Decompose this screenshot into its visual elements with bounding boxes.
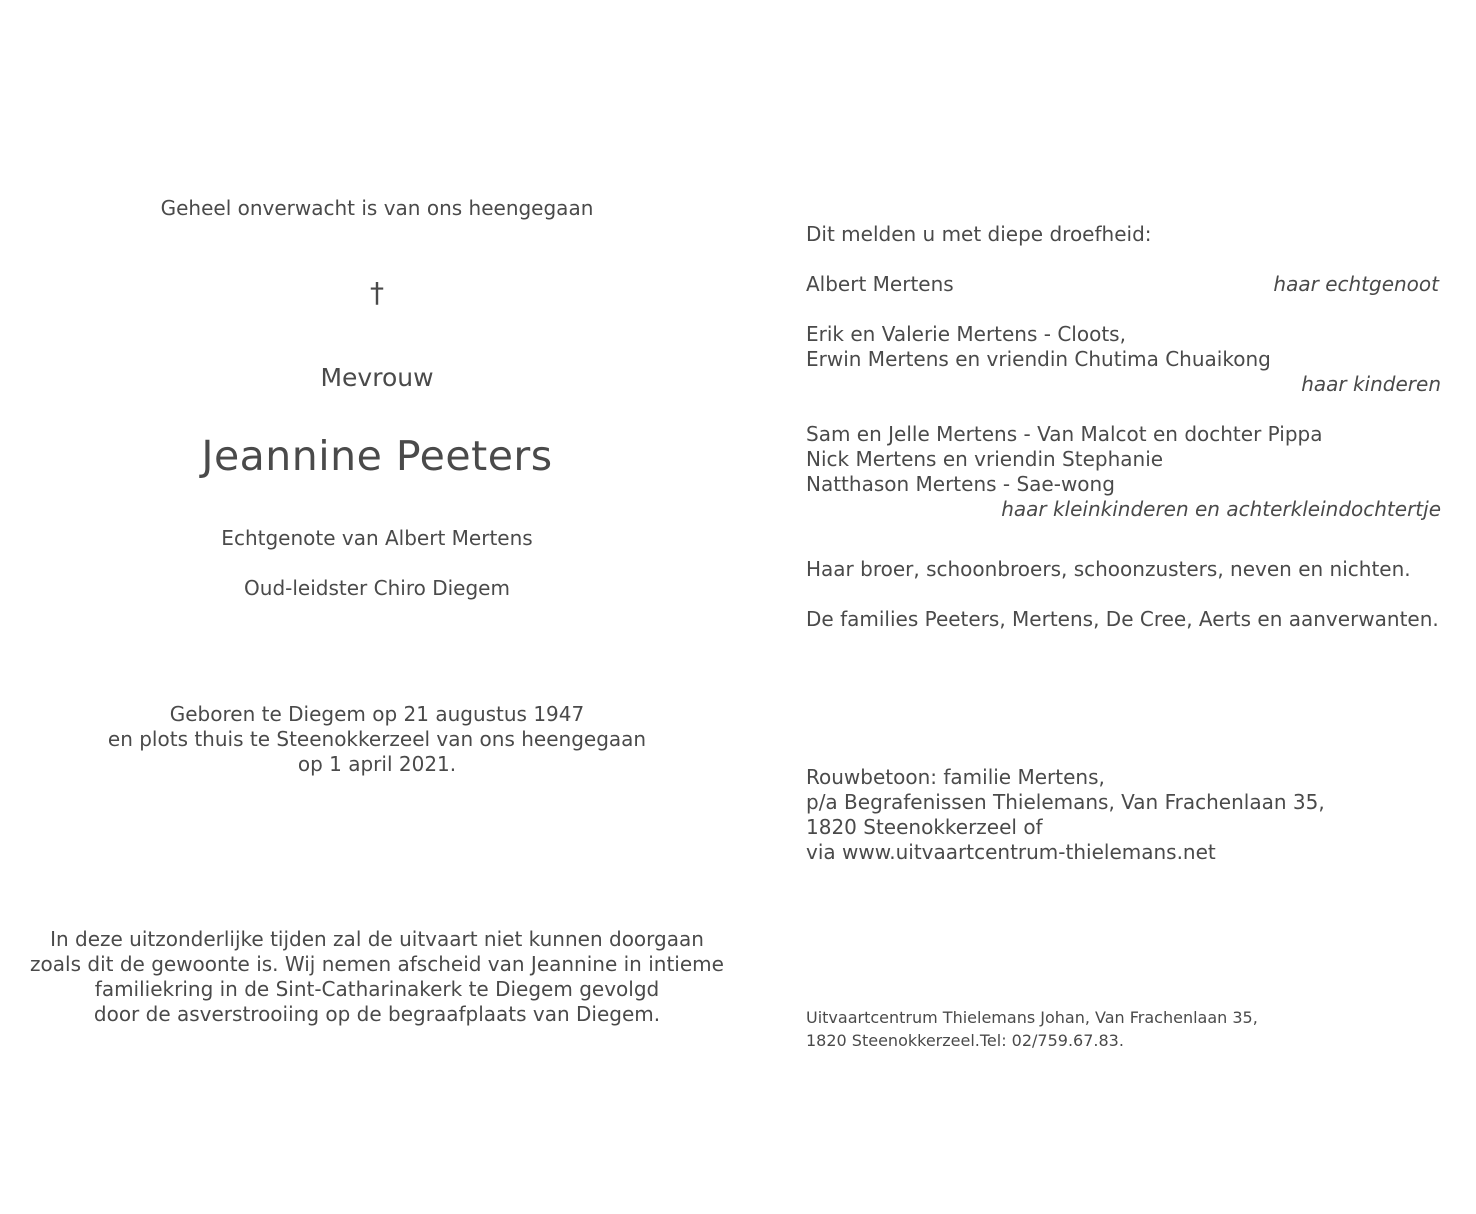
grandchild-line-2: Nick Mertens en vriendin Stephanie	[806, 447, 1164, 471]
deceased-name: Jeannine Peeters	[201, 432, 553, 480]
grandchildren-names	[806, 422, 1322, 497]
funeral-block	[30, 927, 724, 1027]
footer-line-1: Uitvaartcentrum Thielemans Johan, Van Frachenlaan 35,	[806, 1008, 1258, 1027]
birth-death-block	[108, 702, 646, 777]
birth-line-3: op 1 april 2021.	[297, 752, 457, 776]
announcement-heading: Dit melden u met diepe droefheid:	[806, 222, 1152, 246]
cross-icon: †	[370, 276, 384, 309]
husband-name: Albert Mertens	[806, 272, 954, 296]
condolence-line-3: 1820 Steenokkerzeel of	[806, 815, 1043, 839]
child-line-1: Erik en Valerie Mertens - Cloots,	[806, 322, 1126, 346]
footer-line-2: 1820 Steenokkerzeel.Tel: 02/759.67.83.	[806, 1031, 1124, 1050]
siblings-line: Haar broer, schoonbroers, schoonzusters, neven en nichten.	[806, 557, 1411, 581]
birth-line-2: en plots thuis te Steenokkerzeel van ons heengegaan	[107, 727, 647, 751]
grandchild-line-3: Natthason Mertens - Sae-wong	[806, 472, 1115, 496]
husband-relation: haar echtgenoot	[1273, 272, 1439, 296]
birth-line-1: Geboren te Diegem op 21 augustus 1947	[169, 702, 585, 726]
footer-block	[806, 1006, 1258, 1052]
condolence-line-1: Rouwbetoon: familie Mertens,	[806, 765, 1105, 789]
condolence-line-4: via www.uitvaartcentrum-thielemans.net	[806, 840, 1216, 864]
children-names	[806, 322, 1271, 372]
families-line: De families Peeters, Mertens, De Cree, Aerts en aanverwanten.	[806, 607, 1439, 631]
spouse-line: Echtgenote van Albert Mertens	[221, 526, 533, 550]
children-relation: haar kinderen	[1301, 372, 1441, 396]
role-line: Oud-leidster Chiro Diegem	[244, 576, 510, 600]
funeral-line-3: familiekring in de Sint-Catharinakerk te Diegem gevolgd	[94, 977, 660, 1001]
grandchild-line-1: Sam en Jelle Mertens - Van Malcot en dochter Pippa	[806, 422, 1323, 446]
funeral-line-2: zoals dit de gewoonte is. Wij nemen afscheid van Jeannine in intieme	[30, 952, 724, 976]
condolence-line-2: p/a Begrafenissen Thielemans, Van Frachenlaan 35,	[806, 790, 1325, 814]
title-mevrouw: Mevrouw	[320, 363, 434, 392]
condolence-block	[806, 765, 1325, 865]
grandchildren-relation: haar kleinkinderen en achterkleindochtertje	[1001, 497, 1441, 521]
child-line-2: Erwin Mertens en vriendin Chutima Chuaikong	[806, 347, 1271, 371]
funeral-line-4: door de asverstrooiing op de begraafplaats van Diegem.	[93, 1002, 661, 1026]
funeral-line-1: In deze uitzonderlijke tijden zal de uitvaart niet kunnen doorgaan	[50, 927, 704, 951]
intro-text: Geheel onverwacht is van ons heengegaan	[160, 196, 594, 220]
